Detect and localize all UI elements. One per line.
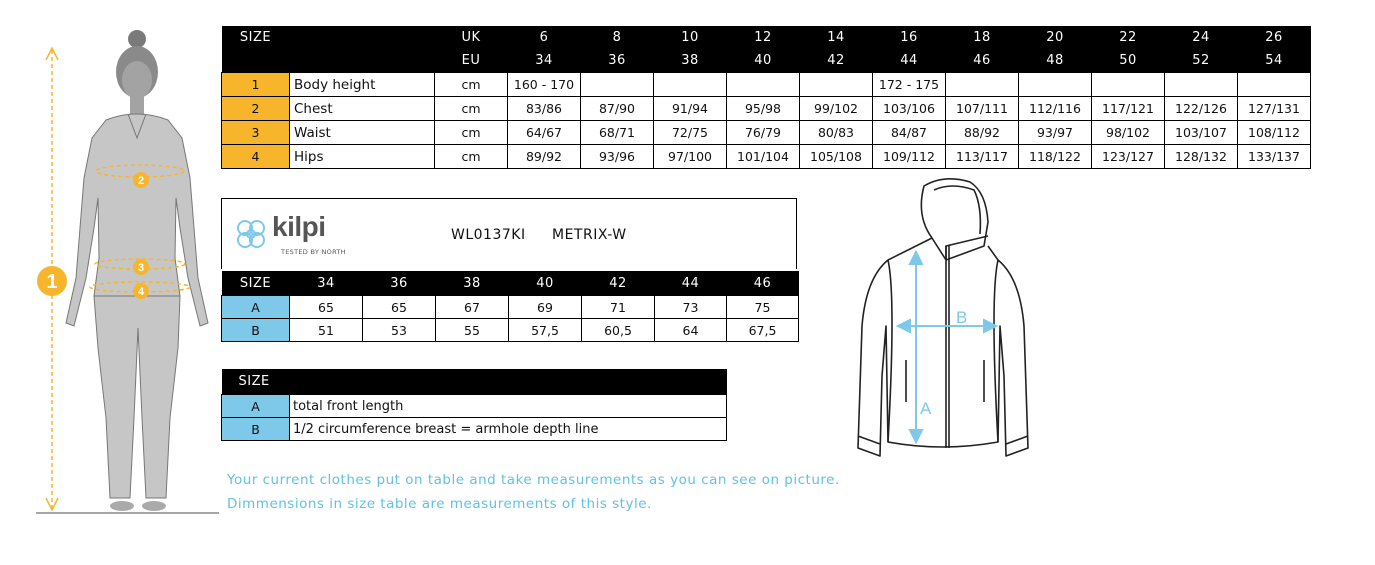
measure-cell: 73 (655, 296, 727, 319)
row-number: 4 (222, 145, 290, 169)
eu-size: 44 (873, 49, 946, 73)
body-figure (30, 28, 225, 520)
product-size: 40 (509, 271, 582, 296)
measure-row (222, 145, 1311, 169)
measure-cell: 65 (290, 296, 363, 319)
product-size-row (222, 271, 799, 296)
measure-cell (1019, 73, 1092, 97)
legend-row (222, 418, 727, 441)
uk-size: 24 (1165, 26, 1238, 49)
uk-size: 26 (1238, 26, 1311, 49)
measure-cell: 109/112 (873, 145, 946, 169)
product-header-box (221, 198, 797, 269)
measure-cell: 108/112 (1238, 121, 1311, 145)
note-line-2: Dimmensions in size table are measurements of this style. (227, 496, 652, 512)
measure-cell: 103/107 (1165, 121, 1238, 145)
row-label: Chest (290, 97, 435, 121)
measure-cell (654, 73, 727, 97)
measure-cell: 118/122 (1019, 145, 1092, 169)
measure-row (222, 73, 1311, 97)
measure-cell: 98/102 (1092, 121, 1165, 145)
measure-cell: 105/108 (800, 145, 873, 169)
uk-size: 8 (581, 26, 654, 49)
size-header: SIZE (222, 26, 290, 49)
measure-cell: 67 (436, 296, 509, 319)
size-chart-table (221, 26, 1311, 169)
measure-cell: 95/98 (727, 97, 800, 121)
measure-cell: 80/83 (800, 121, 873, 145)
row-number: 1 (222, 73, 290, 97)
product-size: 34 (290, 271, 363, 296)
measure-cell: 60,5 (582, 319, 655, 342)
measure-cell: 160 - 170 (508, 73, 581, 97)
measure-cell (946, 73, 1019, 97)
measure-cell: 93/97 (1019, 121, 1092, 145)
measure-cell: 112/116 (1019, 97, 1092, 121)
measure-cell: 133/137 (1238, 145, 1311, 169)
uk-size: 16 (873, 26, 946, 49)
legend-key: A (222, 395, 290, 418)
measure-cell: 69 (509, 296, 582, 319)
product-size: 42 (582, 271, 655, 296)
size-header: SIZE (222, 369, 727, 395)
measure-cell: 71 (582, 296, 655, 319)
measure-cell: 64 (655, 319, 727, 342)
legend-key: B (222, 418, 290, 441)
legend-description: 1/2 circumference breast = armhole depth line (290, 418, 727, 441)
measure-cell: 113/117 (946, 145, 1019, 169)
measure-row (222, 97, 1311, 121)
kilpi-knot-icon (233, 216, 269, 252)
measure-cell: 127/131 (1238, 97, 1311, 121)
measure-cell (1238, 73, 1311, 97)
measure-cell: 172 - 175 (873, 73, 946, 97)
measure-cell: 87/90 (581, 97, 654, 121)
eu-label: EU (435, 49, 508, 73)
measure-cell: 103/106 (873, 97, 946, 121)
row-label: Hips (290, 145, 435, 169)
marker-2: 2 (137, 175, 145, 187)
marker-4: 4 (137, 286, 145, 298)
eu-size: 48 (1019, 49, 1092, 73)
brand-tagline: TESTED BY NORTH (281, 248, 346, 256)
product-measure-row (222, 319, 799, 342)
uk-size: 20 (1019, 26, 1092, 49)
measure-cell: 55 (436, 319, 509, 342)
measure-row (222, 121, 1311, 145)
product-size: 38 (436, 271, 509, 296)
marker-3: 3 (137, 262, 145, 274)
measure-cell: 68/71 (581, 121, 654, 145)
measure-cell (1092, 73, 1165, 97)
eu-size: 46 (946, 49, 1019, 73)
measure-cell: 67,5 (727, 319, 799, 342)
eu-size: 42 (800, 49, 873, 73)
measure-cell: 97/100 (654, 145, 727, 169)
product-size: 44 (655, 271, 727, 296)
measure-cell: 128/132 (1165, 145, 1238, 169)
legend-row (222, 395, 727, 418)
eu-size: 34 (508, 49, 581, 73)
eu-size: 52 (1165, 49, 1238, 73)
row-number: 3 (222, 121, 290, 145)
measure-cell: 75 (727, 296, 799, 319)
measure-cell: 57,5 (509, 319, 582, 342)
measure-cell (727, 73, 800, 97)
note-line-1: Your current clothes put on table and take measurements as you can see on picture. (227, 472, 840, 488)
measure-cell: 53 (363, 319, 436, 342)
measure-cell: 122/126 (1165, 97, 1238, 121)
uk-size: 22 (1092, 26, 1165, 49)
measure-cell: 83/86 (508, 97, 581, 121)
eu-size-row (222, 49, 1311, 73)
measure-cell: 117/121 (1092, 97, 1165, 121)
measure-cell (800, 73, 873, 97)
measure-key: A (222, 296, 290, 319)
product-size: 46 (727, 271, 799, 296)
uk-size: 12 (727, 26, 800, 49)
row-unit: cm (435, 97, 508, 121)
uk-size: 14 (800, 26, 873, 49)
jacket-label-b: B (956, 308, 968, 327)
eu-size: 38 (654, 49, 727, 73)
measure-cell: 91/94 (654, 97, 727, 121)
legend-header-row (222, 369, 727, 395)
uk-size: 10 (654, 26, 727, 49)
measure-cell: 84/87 (873, 121, 946, 145)
measure-cell: 64/67 (508, 121, 581, 145)
jacket-illustration (852, 176, 1037, 472)
uk-label: UK (435, 26, 508, 49)
row-unit: cm (435, 73, 508, 97)
eu-size: 54 (1238, 49, 1311, 73)
eu-size: 36 (581, 49, 654, 73)
measure-cell: 101/104 (727, 145, 800, 169)
measure-cell: 76/79 (727, 121, 800, 145)
product-size: 36 (363, 271, 436, 296)
product-measure-row (222, 296, 799, 319)
row-label: Waist (290, 121, 435, 145)
measure-cell: 107/111 (946, 97, 1019, 121)
row-unit: cm (435, 145, 508, 169)
uk-size: 6 (508, 26, 581, 49)
measure-cell: 123/127 (1092, 145, 1165, 169)
measure-cell: 88/92 (946, 121, 1019, 145)
row-label: Body height (290, 73, 435, 97)
jacket-label-a: A (920, 399, 932, 418)
measure-cell: 89/92 (508, 145, 581, 169)
eu-size: 40 (727, 49, 800, 73)
measure-cell (581, 73, 654, 97)
marker-1: 1 (46, 271, 58, 293)
row-number: 2 (222, 97, 290, 121)
measure-cell (1165, 73, 1238, 97)
uk-size: 18 (946, 26, 1019, 49)
measure-cell: 65 (363, 296, 436, 319)
product-measure-table (221, 271, 799, 342)
measure-cell: 93/96 (581, 145, 654, 169)
size-header: SIZE (222, 271, 290, 296)
eu-size: 50 (1092, 49, 1165, 73)
uk-size-row (222, 26, 1311, 49)
brand-logo: kilpi (272, 211, 326, 242)
measure-cell: 72/75 (654, 121, 727, 145)
measure-cell: 99/102 (800, 97, 873, 121)
measure-key: B (222, 319, 290, 342)
row-unit: cm (435, 121, 508, 145)
product-code: WL0137KI (451, 227, 526, 243)
legend-description: total front length (290, 395, 727, 418)
product-name: METRIX-W (552, 227, 627, 243)
legend-table (221, 369, 727, 441)
measure-cell: 51 (290, 319, 363, 342)
